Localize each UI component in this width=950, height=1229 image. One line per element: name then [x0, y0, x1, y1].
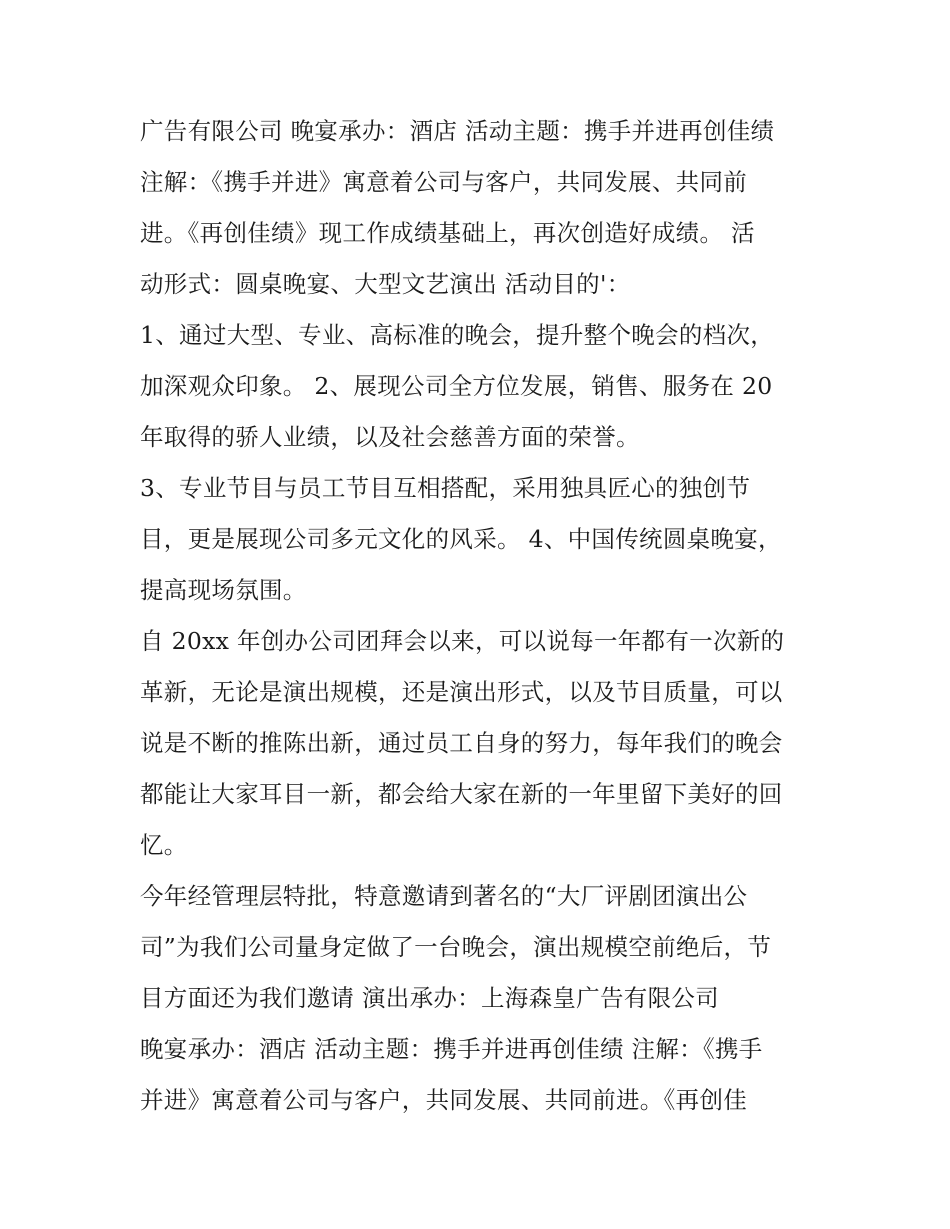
text-line: 3、专业节目与员工节目互相搭配，采用独具匠心的独创节 [140, 474, 751, 502]
text-line: 广告有限公司 晚宴承办：酒店 活动主题：携手并进再创佳绩 [140, 117, 775, 145]
text-line: 今年经管理层特批，特意邀请到著名的“大厂评剧团演出公 [140, 882, 748, 910]
text-line: 司”为我们公司量身定做了一台晚会，演出规模空前绝后，节 [140, 933, 772, 961]
text-line: 忆。 [140, 831, 188, 859]
text-line: 自 20xx 年创办公司团拜会以来，可以说每一年都有一次新的 [140, 627, 785, 655]
text-line: 并进》寓意着公司与客户，共同发展、共同前进。《再创佳 [140, 1086, 748, 1114]
body-text [140, 106, 840, 1126]
text-line: 注解：《携手并进》寓意着公司与客户，共同发展、共同前 [140, 168, 748, 196]
text-line: 1、通过大型、专业、高标准的晚会，提升整个晚会的档次， [140, 321, 775, 349]
text-line: 革新，无论是演出规模，还是演出形式，以及节目质量，可以 [140, 678, 783, 706]
text-line: 加深观众印象。 2、展现公司全方位发展，销售、服务在 20 [140, 372, 773, 400]
text-line: 说是不断的推陈出新，通过员工自身的努力，每年我们的晚会 [140, 729, 783, 757]
text-line: 目，更是展现公司多元文化的风采。 4、中国传统圆桌晚宴， [140, 525, 782, 553]
text-line: 提高现场氛围。 [140, 576, 307, 604]
text-line: 动形式：圆桌晚宴、大型文艺演出 活动目的'： [140, 270, 631, 298]
text-line: 晚宴承办：酒店 活动主题：携手并进再创佳绩 注解：《携手 [140, 1035, 763, 1063]
text-line: 目方面还为我们邀请 演出承办：上海森皇广告有限公司 [140, 984, 719, 1012]
text-line: 进。《再创佳绩》现工作成绩基础上，再次创造好成绩。 活 [140, 219, 755, 247]
text-line: 年取得的骄人业绩，以及社会慈善方面的荣誉。 [140, 423, 640, 451]
text-line: 都能让大家耳目一新，都会给大家在新的一年里留下美好的回 [140, 780, 783, 808]
